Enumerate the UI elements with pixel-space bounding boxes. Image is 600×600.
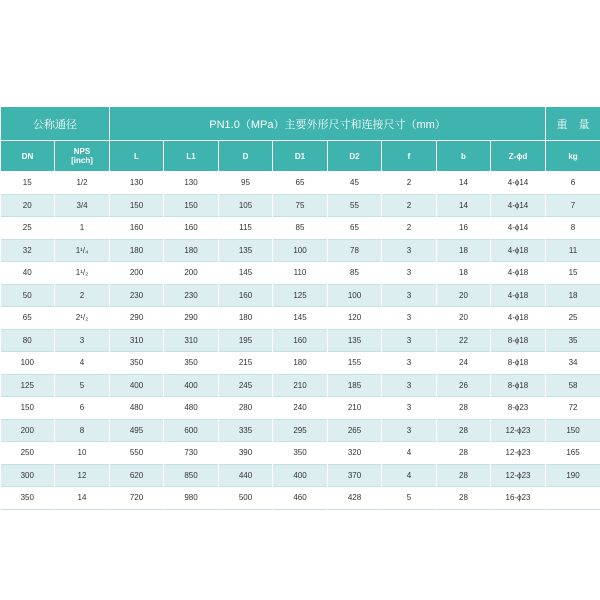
table-cell: 5 bbox=[382, 487, 437, 510]
table-cell: 125 bbox=[273, 284, 328, 307]
table-cell: 200 bbox=[164, 262, 219, 285]
table-cell: 8-ϕ18 bbox=[491, 329, 546, 352]
table-cell: 160 bbox=[273, 329, 328, 352]
table-cell: 40 bbox=[1, 262, 55, 285]
table-cell: 115 bbox=[219, 217, 273, 240]
table-cell: 7 bbox=[546, 194, 600, 217]
table-cell: 50 bbox=[1, 284, 55, 307]
table-row bbox=[1, 487, 600, 510]
table-cell: 8-ϕ18 bbox=[491, 374, 546, 397]
table-cell: 1¹/₂ bbox=[55, 262, 110, 285]
table-cell: 25 bbox=[1, 217, 55, 240]
table-cell: 65 bbox=[328, 217, 382, 240]
table-cell: 350 bbox=[1, 487, 55, 510]
table-cell: 78 bbox=[328, 239, 382, 262]
column-header: kg bbox=[546, 141, 600, 172]
table-cell: 480 bbox=[164, 397, 219, 420]
table-cell: 850 bbox=[164, 464, 219, 487]
table-cell: 6 bbox=[55, 397, 110, 420]
table-cell: 550 bbox=[110, 442, 164, 465]
table-cell: 14 bbox=[55, 487, 110, 510]
table-cell: 440 bbox=[219, 464, 273, 487]
table-cell: 24 bbox=[437, 352, 491, 375]
table-cell: 290 bbox=[110, 307, 164, 330]
table-cell: 2 bbox=[55, 284, 110, 307]
table-cell: 28 bbox=[437, 397, 491, 420]
table-cell: 55 bbox=[328, 194, 382, 217]
table-cell: 350 bbox=[164, 352, 219, 375]
table-row bbox=[1, 172, 600, 195]
column-header: D2 bbox=[328, 141, 382, 172]
column-header: b bbox=[437, 141, 491, 172]
table-cell: 65 bbox=[1, 307, 55, 330]
table-body bbox=[1, 172, 600, 510]
table-cell: 20 bbox=[1, 194, 55, 217]
table-cell: 4-ϕ14 bbox=[491, 172, 546, 195]
table-cell: 8-ϕ18 bbox=[491, 352, 546, 375]
table-cell: 150 bbox=[110, 194, 164, 217]
table-cell: 1/2 bbox=[55, 172, 110, 195]
table-cell: 180 bbox=[273, 352, 328, 375]
table-row bbox=[1, 397, 600, 420]
table-cell: 215 bbox=[219, 352, 273, 375]
column-header: f bbox=[382, 141, 437, 172]
column-header: D bbox=[219, 141, 273, 172]
table-cell: 210 bbox=[273, 374, 328, 397]
table-cell: 390 bbox=[219, 442, 273, 465]
table-cell: 165 bbox=[546, 442, 600, 465]
table-cell: 460 bbox=[273, 487, 328, 510]
table-cell: 3 bbox=[382, 329, 437, 352]
table-cell: 195 bbox=[219, 329, 273, 352]
table-cell: 428 bbox=[328, 487, 382, 510]
table-row bbox=[1, 442, 600, 465]
table-cell: 265 bbox=[328, 419, 382, 442]
table-cell: 135 bbox=[219, 239, 273, 262]
table-cell: 150 bbox=[164, 194, 219, 217]
table-cell: 4 bbox=[382, 442, 437, 465]
table-cell: 4 bbox=[382, 464, 437, 487]
nominal-size-header: 公称通径 bbox=[1, 107, 110, 141]
table-cell: 75 bbox=[273, 194, 328, 217]
table-cell: 14 bbox=[437, 194, 491, 217]
table-cell: 350 bbox=[273, 442, 328, 465]
weight-header: 重 量 bbox=[546, 107, 600, 141]
table-cell: 35 bbox=[546, 329, 600, 352]
table-cell: 28 bbox=[437, 464, 491, 487]
table-cell: 72 bbox=[546, 397, 600, 420]
flange-dimension-table bbox=[0, 106, 600, 510]
table-cell: 620 bbox=[110, 464, 164, 487]
column-header: DN bbox=[1, 141, 55, 172]
table-row bbox=[1, 284, 600, 307]
spec-table-container bbox=[0, 106, 600, 510]
table-cell: 65 bbox=[273, 172, 328, 195]
table-cell: 34 bbox=[546, 352, 600, 375]
column-header: NPS [inch] bbox=[55, 141, 110, 172]
table-cell: 300 bbox=[1, 464, 55, 487]
table-cell: 18 bbox=[437, 239, 491, 262]
table-cell: 14 bbox=[437, 172, 491, 195]
table-cell: 12-ϕ23 bbox=[491, 464, 546, 487]
table-row bbox=[1, 194, 600, 217]
table-cell: 3 bbox=[382, 262, 437, 285]
table-cell: 4-ϕ18 bbox=[491, 239, 546, 262]
table-cell: 310 bbox=[110, 329, 164, 352]
table-cell: 230 bbox=[110, 284, 164, 307]
table-cell: 130 bbox=[164, 172, 219, 195]
table-cell: 250 bbox=[1, 442, 55, 465]
column-header: L1 bbox=[164, 141, 219, 172]
table-cell: 130 bbox=[110, 172, 164, 195]
table-cell: 160 bbox=[219, 284, 273, 307]
table-row bbox=[1, 239, 600, 262]
table-cell: 5 bbox=[55, 374, 110, 397]
table-cell: 4 bbox=[55, 352, 110, 375]
table-cell: 3 bbox=[382, 307, 437, 330]
table-cell: 145 bbox=[273, 307, 328, 330]
table-cell: 4-ϕ14 bbox=[491, 217, 546, 240]
table-cell: 160 bbox=[164, 217, 219, 240]
table-cell: 26 bbox=[437, 374, 491, 397]
table-cell: 2¹/₂ bbox=[55, 307, 110, 330]
table-cell: 245 bbox=[219, 374, 273, 397]
table-cell: 200 bbox=[110, 262, 164, 285]
table-cell: 600 bbox=[164, 419, 219, 442]
table-cell: 16 bbox=[437, 217, 491, 240]
table-cell: 8 bbox=[55, 419, 110, 442]
table-cell: 2 bbox=[382, 172, 437, 195]
table-cell: 4-ϕ18 bbox=[491, 262, 546, 285]
table-cell: 8 bbox=[546, 217, 600, 240]
table-cell: 15 bbox=[546, 262, 600, 285]
table-cell: 2 bbox=[382, 194, 437, 217]
table-cell: 230 bbox=[164, 284, 219, 307]
table-cell: 720 bbox=[110, 487, 164, 510]
table-row bbox=[1, 307, 600, 330]
table-cell: 295 bbox=[273, 419, 328, 442]
table-cell: 185 bbox=[328, 374, 382, 397]
table-cell: 4-ϕ18 bbox=[491, 307, 546, 330]
table-cell: 150 bbox=[1, 397, 55, 420]
table-cell: 155 bbox=[328, 352, 382, 375]
table-cell: 85 bbox=[273, 217, 328, 240]
table-cell: 480 bbox=[110, 397, 164, 420]
table-cell: 12 bbox=[55, 464, 110, 487]
column-header: Z-ϕd bbox=[491, 141, 546, 172]
table-cell: 3 bbox=[55, 329, 110, 352]
table-cell: 495 bbox=[110, 419, 164, 442]
table-cell: 2 bbox=[382, 217, 437, 240]
table-cell: 8-ϕ23 bbox=[491, 397, 546, 420]
table-cell: 80 bbox=[1, 329, 55, 352]
table-cell: 16-ϕ23 bbox=[491, 487, 546, 510]
table-cell: 10 bbox=[55, 442, 110, 465]
table-cell: 100 bbox=[1, 352, 55, 375]
table-cell: 100 bbox=[328, 284, 382, 307]
table-cell: 180 bbox=[110, 239, 164, 262]
table-cell: 135 bbox=[328, 329, 382, 352]
table-cell: 980 bbox=[164, 487, 219, 510]
table-row bbox=[1, 352, 600, 375]
table-cell: 180 bbox=[164, 239, 219, 262]
table-cell bbox=[546, 487, 600, 510]
table-cell: 32 bbox=[1, 239, 55, 262]
table-cell: 350 bbox=[110, 352, 164, 375]
table-cell: 28 bbox=[437, 442, 491, 465]
table-cell: 12-ϕ23 bbox=[491, 442, 546, 465]
table-cell: 280 bbox=[219, 397, 273, 420]
table-cell: 58 bbox=[546, 374, 600, 397]
table-cell: 335 bbox=[219, 419, 273, 442]
table-cell: 500 bbox=[219, 487, 273, 510]
table-cell: 11 bbox=[546, 239, 600, 262]
table-cell: 730 bbox=[164, 442, 219, 465]
column-header: L bbox=[110, 141, 164, 172]
table-cell: 110 bbox=[273, 262, 328, 285]
table-cell: 145 bbox=[219, 262, 273, 285]
table-cell: 3/4 bbox=[55, 194, 110, 217]
table-cell: 3 bbox=[382, 239, 437, 262]
header-row-groups bbox=[1, 107, 600, 141]
table-row bbox=[1, 419, 600, 442]
table-cell: 18 bbox=[437, 262, 491, 285]
table-cell: 3 bbox=[382, 352, 437, 375]
table-cell: 240 bbox=[273, 397, 328, 420]
table-cell: 210 bbox=[328, 397, 382, 420]
table-cell: 3 bbox=[382, 419, 437, 442]
table-cell: 105 bbox=[219, 194, 273, 217]
table-cell: 3 bbox=[382, 397, 437, 420]
table-cell: 25 bbox=[546, 307, 600, 330]
table-cell: 190 bbox=[546, 464, 600, 487]
table-cell: 400 bbox=[164, 374, 219, 397]
table-cell: 180 bbox=[219, 307, 273, 330]
table-cell: 290 bbox=[164, 307, 219, 330]
table-cell: 4-ϕ14 bbox=[491, 194, 546, 217]
header-row-columns bbox=[1, 141, 600, 172]
table-cell: 200 bbox=[1, 419, 55, 442]
column-header: D1 bbox=[273, 141, 328, 172]
table-cell: 3 bbox=[382, 374, 437, 397]
table-cell: 28 bbox=[437, 487, 491, 510]
table-cell: 1¹/₄ bbox=[55, 239, 110, 262]
table-cell: 28 bbox=[437, 419, 491, 442]
table-cell: 22 bbox=[437, 329, 491, 352]
table-cell: 20 bbox=[437, 284, 491, 307]
table-cell: 6 bbox=[546, 172, 600, 195]
table-cell: 400 bbox=[273, 464, 328, 487]
table-cell: 320 bbox=[328, 442, 382, 465]
table-cell: 160 bbox=[110, 217, 164, 240]
table-row bbox=[1, 464, 600, 487]
table-cell: 18 bbox=[546, 284, 600, 307]
table-cell: 3 bbox=[382, 284, 437, 307]
table-cell: 150 bbox=[546, 419, 600, 442]
table-cell: 1 bbox=[55, 217, 110, 240]
table-cell: 400 bbox=[110, 374, 164, 397]
table-cell: 370 bbox=[328, 464, 382, 487]
table-row bbox=[1, 374, 600, 397]
table-header bbox=[1, 107, 600, 172]
table-cell: 12-ϕ23 bbox=[491, 419, 546, 442]
table-cell: 95 bbox=[219, 172, 273, 195]
table-row bbox=[1, 329, 600, 352]
table-cell: 125 bbox=[1, 374, 55, 397]
dimensions-header: PN1.0（MPa）主要外形尺寸和连接尺寸（mm） bbox=[110, 107, 546, 141]
table-row bbox=[1, 217, 600, 240]
table-cell: 4-ϕ18 bbox=[491, 284, 546, 307]
table-cell: 310 bbox=[164, 329, 219, 352]
table-cell: 15 bbox=[1, 172, 55, 195]
table-cell: 85 bbox=[328, 262, 382, 285]
table-cell: 100 bbox=[273, 239, 328, 262]
table-cell: 120 bbox=[328, 307, 382, 330]
table-cell: 20 bbox=[437, 307, 491, 330]
table-row bbox=[1, 262, 600, 285]
table-cell: 45 bbox=[328, 172, 382, 195]
